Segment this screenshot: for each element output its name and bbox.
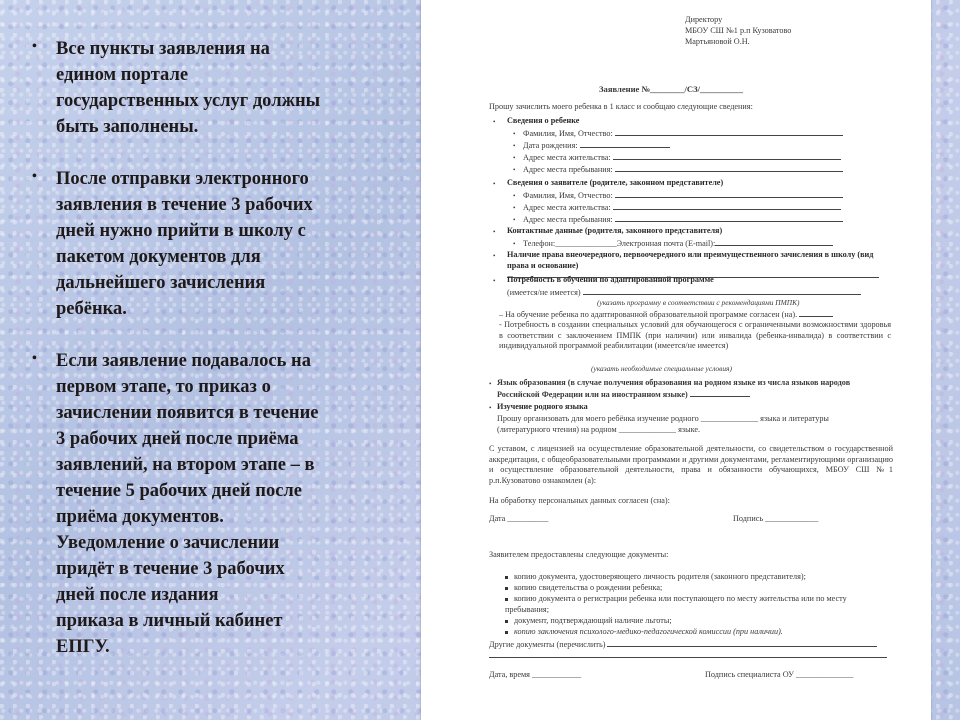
application-form-document: Директору МБОУ СШ №1 р.п Кузоватово Мартьяновой О.Н. Заявление №________/СЗ/__________ Прошу зачислить моего ребенка в 1 класс и сообщаю следующие сведения: • Сведения о ребенке • Фамилия, Имя, Отчество: • Дата рождения: • Адрес места жительства: • Адрес места пребывания: • Сведения о заявителе (родителе, законном представителе) • Фамилия, Имя, Отчество: • Адрес места жительства: • Адрес места пребывания: • Контактные данные (родителя, законного представителя) • Телефон:_______________Электронная почта (E-mail): • Наличие права внеочередного, первоочередного или преимущественного зачисления в школу (вид права и основание) • Потребность в обучении по адаптированной программе (имеется/не имеется) (указать программу в соответствии с рекомендациями ПМПК) – На обучение ребенка по адаптированной образовательной программе согласен (на). - Потребность в создании специальных условий для обучающегося с ограниченными возможностями здоровья в соответствии с заключением ПМПК (при наличии) или инвалида (ребенка-инвалида) в соответствии с индивидуальной программой реабилитации (имеется/не имеется) (указать необходимые специальные условия) • Язык образования (в случае получения образования на родном языке из числа языков народов Российской Федерации или на иностранном языке) • Изучение родного языка Прошу организовать для моего ребёнка изучение родного ______________ языка и литературы (литературного чтения) на родном ______________ языке. С уставом, с лицензией на осуществление образовательной деятельности, со свидетельством о государственной аккредитации, с общеобразовательными программами и другими документами, регламентирующими организацию и осуществление образовательной деятельности, права и обязанности обучающихся, МБОУ СШ №1 р.п.Кузоватово ознакомлен (а): На обработку персональных данных согласен (сна): Дата __________ Подпись _____________ Заявителем предоставлены следующие документы: копию документа, удостоверяющего личность родителя (законного представителя); копию свидетельства о рождении ребенка; копию документа о регистрации ребенка или поступающего по месту жительства или по месту пребывания; документ, подтверждающий наличие льготы; копию заключения психолого-медико-педагогической комиссии (при наличии). Другие документы (перечислить) Дата, время ____________ Подпись специалиста ОУ ______________ [421, 0, 931, 720]
consent-line: На обработку персональных данных согласен (сна): [489, 496, 670, 505]
bullet-1-line: • Все пункты заявления на [56, 39, 270, 59]
adapt-have: (имеется/не имеется) [507, 287, 861, 299]
doc-item: копию документа о регистрации ребенка или поступающего по месту жительства или по месту пребывания; [505, 594, 847, 614]
bullet-2-line: заявления в течение 3 рабочих [56, 195, 313, 215]
doc-item: копию заключения психолого-медико-педагогической комиссии (при наличии). [505, 627, 783, 638]
section-priority: Наличие права внеочередного, первоочередного или преимущественного зачисления в школу (вид права и основание) [507, 250, 874, 270]
bullet-item-1 [28, 36, 378, 140]
bullet-3-line: зачислении появится в течение [56, 403, 319, 423]
bullet-3-line: Уведомление о зачислении [56, 533, 280, 553]
section-native-language: Изучение родного языка [497, 402, 588, 411]
adapt-note: (указать программу в соответствии с рекомендациями ПМПК) [597, 298, 800, 307]
bullet-2-line: дней нужно прийти в школу с [56, 221, 306, 241]
bullet-3-line: 3 рабочих дней после приёма [56, 429, 299, 449]
parent-field-name: Фамилия, Имя, Отчество: [523, 190, 843, 202]
adapt-agree: – На обучение ребенка по адаптированной образовательной программе согласен (на). [499, 309, 833, 321]
bullet-3-line: первом этапе, то приказ о [56, 377, 271, 397]
addressee-line: Директору [685, 15, 723, 24]
parent-field-stay: Адрес места пребывания: [523, 214, 843, 226]
section-contacts: Контактные данные (родителя, законного представителя) [507, 226, 723, 235]
section-language: Язык образования (в случае получения образования на родном языке из числа языков народов Российской Федерации или на иностранном языке) [497, 378, 851, 399]
child-field-residence: Адрес места жительства: [523, 152, 841, 164]
bullet-3-line: придёт в течение 3 рабочих [56, 559, 285, 579]
bullet-2-line: пакетом документов для [56, 247, 261, 267]
bullet-2-line: ребёнка. [56, 299, 127, 319]
bullet-3-line: приёма документов. [56, 507, 224, 527]
bullet-3-line: дней после издания [56, 585, 219, 605]
section-child: Сведения о ребенке [507, 116, 580, 125]
date-field: Дата __________ [489, 514, 549, 523]
bullet-1-line: государственных услуг должны [56, 91, 321, 111]
parent-field-residence: Адрес места жительства: [523, 202, 841, 214]
bullet-1-line: едином портале [56, 65, 189, 85]
form-intro: Прошу зачислить моего ребенка в 1 класс и сообщаю следующие сведения: [489, 102, 753, 111]
bullet-item-2 [28, 166, 378, 322]
child-field-birthdate: Дата рождения: [523, 140, 670, 152]
other-docs-line [489, 650, 887, 662]
doc-item: документ, подтверждающий наличие льготы; [505, 616, 672, 627]
bullet-list [28, 36, 378, 660]
bullet-3-line: • Если заявление подавалось на [56, 351, 311, 371]
contacts-line: Телефон:_______________Электронная почта (E-mail): [523, 238, 833, 250]
doc-item: копию свидетельства о рождении ребенка; [505, 583, 662, 594]
date-time-field: Дата, время ____________ [489, 670, 582, 679]
bullet-3-line: течение 5 рабочих дней после [56, 481, 303, 501]
signature-field: Подпись _____________ [733, 514, 819, 523]
bullet-3-line: приказа в личный кабинет [56, 611, 283, 631]
charter-acknowledgement: С уставом, с лицензией на осуществление образовательной деятельности, со свидетельством о государственной аккредитации, с общеобразовательными программами и другими документами, регламентирующими организацию и осуществление образовательной деятельности, права и обязанности обучающихся, МБОУ СШ №1 р.п.Кузоватово ознакомлен (а): [489, 444, 893, 485]
docs-title: Заявителем предоставлены следующие документы: [489, 550, 669, 559]
native-language-text: Прошу организовать для моего ребёнка изучение родного ______________ языка и литературы (литературного чтения) на родном ______________ языке. [497, 414, 829, 434]
addressee-line: Мартьяновой О.Н. [685, 37, 750, 46]
adapt-conditions: (указать необходимые специальные условия) [591, 364, 732, 373]
bullet-item-3 [28, 348, 378, 660]
bullet-2-line: дальнейшего зачисления [56, 273, 266, 293]
section-adapt: Потребность в обучении по адаптированной программе [507, 275, 714, 284]
child-field-name: Фамилия, Имя, Отчество: [523, 128, 843, 140]
bullet-2-line: • После отправки электронного [56, 169, 309, 189]
doc-item: копию документа, удостоверяющего личность родителя (законного представителя); [505, 572, 806, 583]
other-docs: Другие документы (перечислить) [489, 639, 877, 651]
adapt-need: - Потребность в создании специальных условий для обучающегося с ограниченными возможностями здоровья в соответствии с заключением ПМПК (при наличии) или инвалида (ребенка-инвалида) в соответствии с индивидуальной программой реабилитации (имеется/не имеется) [499, 320, 891, 351]
bullet-1-line: быть заполнены. [56, 117, 199, 137]
child-field-stay: Адрес места пребывания: [523, 164, 843, 176]
addressee-line: МБОУ СШ №1 р.п Кузоватово [685, 26, 792, 35]
bullet-3-line: ЕПГУ. [56, 637, 110, 657]
form-title: Заявление №________/СЗ/__________ [599, 84, 744, 94]
section-parent: Сведения о заявителе (родителе, законном представителе) [507, 178, 724, 187]
addressee-block [685, 14, 791, 47]
bullet-3-line: заявлений, на втором этапе – в [56, 455, 315, 475]
specialist-signature-field: Подпись специалиста ОУ ______________ [705, 670, 854, 679]
